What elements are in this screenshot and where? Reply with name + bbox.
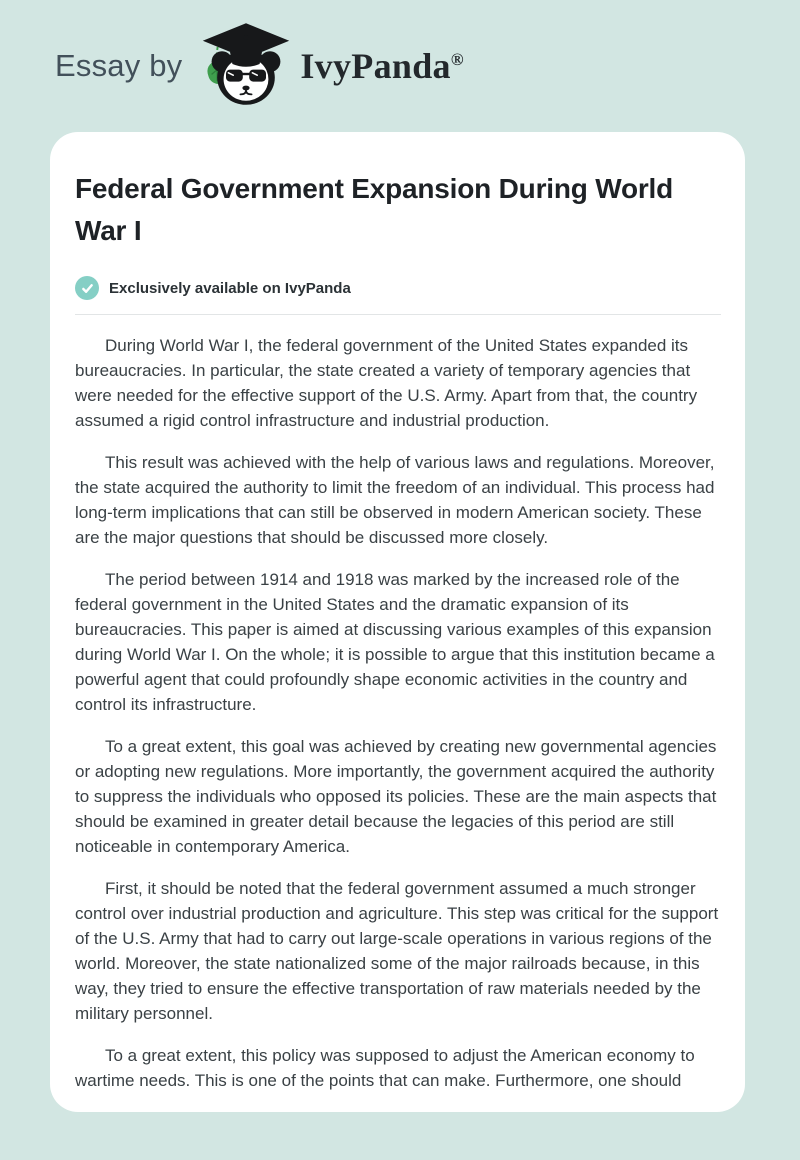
- panda-graduate-logo-icon: [198, 19, 300, 114]
- essay-paragraph: During World War I, the federal government of the United States expanded its bureaucracies. In particular, the state created a variety of temporary agencies that were needed for the effective support of the U.S. Army. Apart from that, the country assumed a rigid control infrastructure and industrial production.: [75, 336, 698, 430]
- check-icon: [75, 276, 99, 300]
- essay-paragraph: First, it should be noted that the federal government assumed a much stronger control over industrial production and agriculture. This step was critical for the support of the U.S. Army that had to carry out large-scale operations in various regions of the world. Moreover, the state nationalized some of the major railroads because, in this way, they tried to ensure the effective transportation of raw materials needed by the military personnel.: [75, 879, 719, 1023]
- essay-body: [75, 333, 721, 1093]
- exclusive-badge: [75, 276, 721, 300]
- page-title: Federal Government Expansion During World War I: [75, 173, 674, 246]
- site-header: [0, 0, 800, 132]
- brand-name: IvyPanda®: [300, 46, 464, 86]
- exclusive-badge-label: Exclusively available on IvyPanda: [109, 279, 351, 297]
- registered-trademark: ®: [450, 50, 464, 69]
- ivypanda-brand-link[interactable]: [198, 19, 463, 114]
- essay-paragraph: To a great extent, this goal was achieved by creating new governmental agencies or adopting new regulations. More importantly, the government acquired the authority to suppress the individuals who opposed its policies. These are the main aspects that should be examined in greater detail because the legacies of this period are still noticeable in contemporary America.: [75, 737, 717, 856]
- essay-paragraph: This result was achieved with the help of various laws and regulations. Moreover, the state acquired the authority to limit the freedom of an individual. This process had long-term implications that can still be observed in modern American society. These are the major questions that should be discussed more closely.: [75, 453, 715, 547]
- essay-paragraph: The period between 1914 and 1918 was marked by the increased role of the federal government in the United States and the dramatic expansion of its bureaucracies. This paper is aimed at discussing various examples of this expansion during World War I. On the whole; it is possible to argue that this institution became a powerful agent that could profoundly shape economic activities in the country and control its infrastructure.: [75, 570, 715, 714]
- essay-by-label: Essay by: [55, 48, 183, 83]
- divider: [75, 314, 721, 315]
- essay-card: [50, 132, 745, 1112]
- essay-paragraph: To a great extent, this policy was supposed to adjust the American economy to wartime needs. This is one of the points that can make. Furthermore, one should: [75, 1046, 695, 1090]
